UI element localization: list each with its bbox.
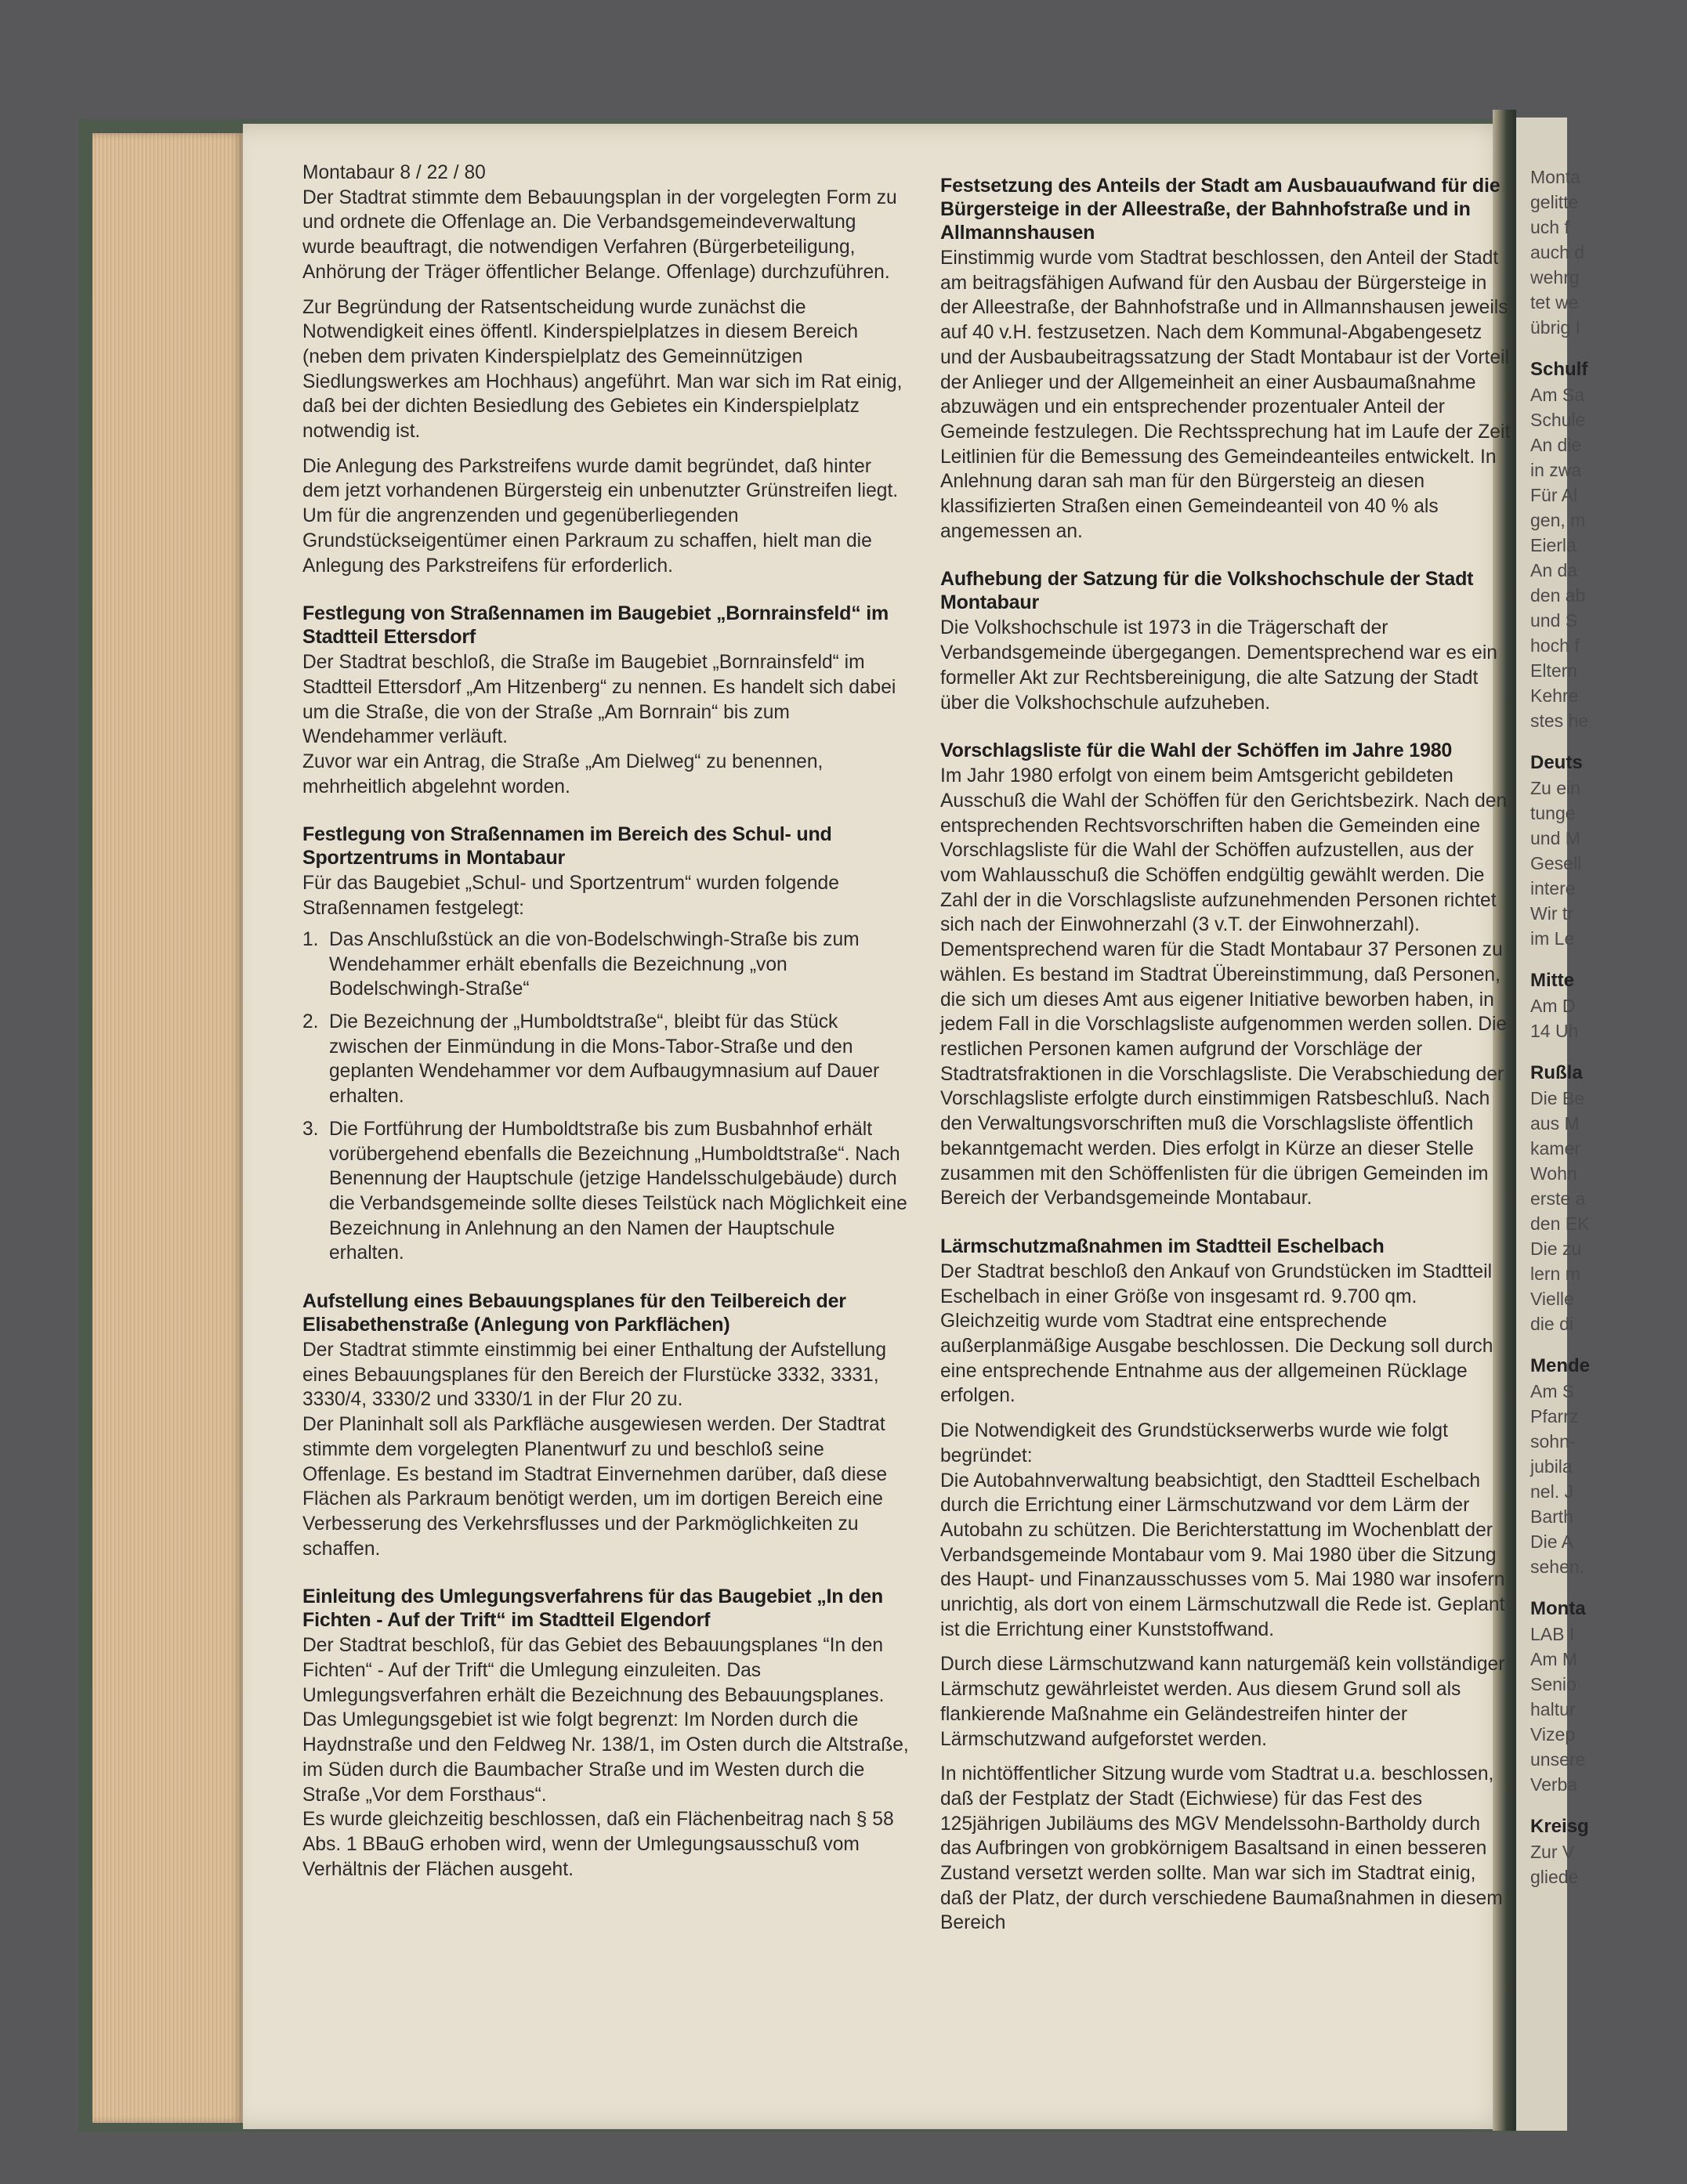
facing-page-fragment: Zur V bbox=[1530, 1842, 1575, 1862]
facing-page-fragment: Am S bbox=[1530, 1381, 1575, 1401]
facing-page-fragment: übrig I bbox=[1530, 317, 1580, 338]
section-heading: Festlegung von Straßennamen im Bereich des Schul- und Sportzentrums in Montabaur bbox=[302, 823, 832, 870]
section-heading: Vorschlagsliste für die Wahl der Schöffen im Jahre 1980 bbox=[940, 739, 1453, 762]
facing-page-fragment: Gesell bbox=[1530, 853, 1582, 873]
facing-page-fragment: aus M bbox=[1530, 1113, 1580, 1134]
facing-page-fragment: Deuts bbox=[1530, 752, 1583, 773]
paragraph: Es wurde gleichzeitig beschlossen, daß ein Flächenbeitrag nach § 58 Abs. 1 BBauG erhoben wird, wenn der Umlegungsausschuß vom Verhältnis der Flächen ausgeht. bbox=[302, 1809, 894, 1880]
facing-page-fragment: haltur bbox=[1530, 1699, 1576, 1719]
facing-page-fragment: und S bbox=[1530, 610, 1578, 631]
facing-page-fragment: Kehre bbox=[1530, 685, 1579, 706]
facing-page-fragment: Verba bbox=[1530, 1774, 1578, 1795]
facing-page-fragment: den ab bbox=[1530, 585, 1586, 606]
facing-page-fragment: Monta bbox=[1530, 1598, 1586, 1619]
facing-page-fragment: Pfarrz bbox=[1530, 1406, 1579, 1426]
facing-page-fragment: LAB I bbox=[1530, 1624, 1575, 1644]
facing-page-fragment: Eierla bbox=[1530, 535, 1577, 555]
facing-page-fragment: 14 Uh bbox=[1530, 1021, 1579, 1041]
facing-page-fragment: gen, m bbox=[1530, 510, 1586, 530]
paragraph: Der Stadtrat beschloß den Ankauf von Grundstücken im Stadtteil Eschelbach in einer Größe von insgesamt rd. 9.700 qm. Gleichzeitig wurde vom Stadtrat eine entsprechende außerplanmäßige Ausgabe beschlossen. Die Deckung soll durch eine entsprechende Entnahme aus der allgemeinen Rücklage erfolgen. bbox=[940, 1260, 1493, 1407]
facing-page-fragment: Wir tr bbox=[1530, 903, 1573, 924]
facing-page-fragment: An die bbox=[1530, 435, 1582, 455]
list-item-number: 1. bbox=[302, 928, 319, 950]
section-heading: Festsetzung des Anteils der Stadt am Ausbauaufwand für die Bürgersteige in der Alleestraße, der Bahnhofstraße und in Allmannshausen bbox=[940, 175, 1501, 244]
paragraph: Zur Begründung der Ratsentscheidung wurde zunächst die Notwendigkeit eines öffentl. Kinderspielplatzes in diesem Bereich (neben dem privaten Kinderspielplatz des Gemeinnützigen Siedlungswerkes am Hochhaus) angeführt. Man war sich im Rat einig, daß bei der dichten Besiedlung des Gebietes ein Kinderspielplatz notwendig ist. bbox=[302, 296, 903, 443]
list-item-text: Das Anschlußstück an die von-Bodelschwingh-Straße bis zum Wendehammer erhält ebenfalls die Bezeichnung „von Bodelschwingh-Straße“ bbox=[329, 928, 860, 1000]
facing-page-fragment: die di bbox=[1530, 1314, 1573, 1334]
paragraph: Der Stadtrat stimmte einstimmig bei einer Enthaltung der Aufstellung eines Bebauungsplanes für den Bereich der Flurstücke 3332, 3331, 3330/4, 3330/2 und 3330/1 in der Flur 20 zu. bbox=[302, 1340, 887, 1411]
facing-page-fragment: uch f bbox=[1530, 217, 1569, 237]
paragraph: Im Jahr 1980 erfolgt von einem beim Amtsgericht gebildeten Ausschuß die Wahl der Schöffen für den Gerichtsbezirk. Nach den entsprechenden Rechtsvorschriften haben die Gemeinden eine Vorschlagsliste für die Wahl der Schöffen aufzustellen, aus der vom Wahlausschuß die Schöffen endgültig gewählt werden. Die Zahl der in die Vorschlagsliste aufzunehmenden Personen richtet sich nach der Einwohnerzahl (3 v.T. der Einwohnerzahl). Dementsprechend waren für die Stadt Montabaur 37 Personen zu wählen. Es bestand im Stadtrat Übereinstimmung, daß Personen, die sich um dieses Amt aus eigener Initiative beworben haben, in jedem Fall in die Vorschlagsliste aufgenommen werden sollen. Die restlichen Personen kamen aufgrund der Vorschläge der Stadtratsfraktionen in die Vorschlagsliste. Die Verabschiedung der Vorschlagsliste erfolgte durch einstimmigen Ratsbeschluß. Nach den Verwaltungsvorschriften muß die Vorschlagsliste öffentlich bekanntgemacht werden. Dies erfolgt in Kürze an dieser Stelle zusammen mit den Schöffenlisten für die übrigen Gemeinden im Bereich der Verbandsgemeinde Montabaur. bbox=[940, 765, 1508, 1210]
facing-page-fragment: Barth bbox=[1530, 1506, 1573, 1527]
paragraph: Durch diese Lärmschutzwand kann naturgemäß kein vollständiger Lärmschutz gewährleistet werden. Aus diesem Grund soll als flankierende Maßnahme ein Geländestreifen hinter der Lärmschutzwand aufgeforstet werden. bbox=[940, 1654, 1505, 1750]
facing-page-fragment: Schulf bbox=[1530, 359, 1588, 380]
paragraph: Die Notwendigkeit des Grundstückserwerbs wurde wie folgt begründet: bbox=[940, 1420, 1448, 1466]
facing-page-fragment: An da bbox=[1530, 560, 1578, 580]
facing-page-fragment: auch d bbox=[1530, 242, 1585, 262]
facing-page-fragment: gelitte bbox=[1530, 192, 1579, 212]
facing-page-fragment: intere bbox=[1530, 878, 1576, 899]
facing-page-fragment: jubila bbox=[1530, 1456, 1573, 1477]
list-item-text: Die Fortführung der Humboldtstraße bis zum Busbahnhof erhält vorübergehend ebenfalls die Bezeichnung „Humboldtstraße“. Nach Benennung der Hauptschule (jetzige Handelsschulgebäude) durch die Verbandsgemeinde sollte dieses Teilstück nach Möglichkeit eine Bezeichnung in Anlehnung an den Namen der Hauptschule erhalten. bbox=[329, 1118, 907, 1264]
paragraph: Einstimmig wurde vom Stadtrat beschlossen, den Anteil der Stadt am beitragsfähigen Aufwand für den Ausbau der Bürgersteige in der Alleestraße, der Bahnhofstraße und in Allmannshausen jeweils auf 40 v.H. festzusetzen. Nach dem Kommunal-Abgabengesetz und der Ausbaubeitragssatzung der Stadt Montabaur ist der Vorteil der Anlieger und der Allgemeinheit an einer Ausbaumaßnahme abzuwägen und ein entsprechender prozentualer Anteil der Gemeinde festzulegen. Die Rechtssprechung hat im Laufe der Zeit Leitlinien für die Bemessung des Gemeindeanteiles entwickelt. In Anlehnung daran sah man für den Bürgersteig an diesen klassifizierten Straßen einen Gemeindeanteil von 40 % als angemessen an. bbox=[940, 248, 1511, 542]
paragraph: Die Anlegung des Parkstreifens wurde damit begründet, daß hinter dem jetzt vorhandenen Bürgersteig ein unbenutzter Grünstreifen liegt. Um für die angrenzenden und gegenüberliegenden Grundstückseigentümer einen Parkraum zu schaffen, hielt man die Anlegung des Parkstreifens für erforderlich. bbox=[302, 455, 899, 577]
facing-page-fragment: Eltern bbox=[1530, 660, 1578, 681]
facing-page-fragment: Für Al bbox=[1530, 485, 1578, 505]
section-heading: Aufstellung eines Bebauungsplanes für den Teilbereich der Elisabethenstraße (Anlegung von Parkflächen) bbox=[302, 1290, 846, 1336]
facing-page-fragment: Mitte bbox=[1530, 970, 1574, 991]
paragraph: Die Volkshochschule ist 1973 in die Trägerschaft der Verbandsgemeinde übergegangen. Dementsprechend war es ein formeller Akt zur Rechtsbereinigung, die alte Satzung der Stadt über die Volkshochschule aufzuheben. bbox=[940, 617, 1497, 714]
list-item-number: 3. bbox=[302, 1118, 319, 1140]
facing-page-fragment: tunge bbox=[1530, 803, 1576, 823]
paragraph: Der Stadtrat stimmte dem Bebauungsplan in der vorgelegten Form zu und ordnete die Offenlage an. Die Verbandsgemeindeverwaltung wurde beauftragt, die notwendigen Verfahren (Bürgerbeteiligung, Anhörung der Träger öffentlicher Belange. Offenlage) durchzuführen. bbox=[302, 186, 897, 283]
facing-page-fragment: Am M bbox=[1530, 1649, 1578, 1669]
paragraph: Zuvor war ein Antrag, die Straße „Am Dielweg“ zu benennen, mehrheitlich abgelehnt worden. bbox=[302, 751, 824, 797]
facing-page-fragment: sehen. bbox=[1530, 1557, 1585, 1577]
facing-page-fragment: Zu ein bbox=[1530, 778, 1580, 798]
facing-page-fragment: Vielle bbox=[1530, 1289, 1574, 1309]
street-name-list bbox=[302, 927, 914, 1266]
paragraph: Der Stadtrat beschloß, die Straße im Baugebiet „Bornrainsfeld“ im Stadtteil Ettersdorf „Am Hitzenberg“ zu nennen. Es handelt sich dabei um die Straße, die von der Straße „Am Bornrain“ bis zum Wendehammer verläuft. bbox=[302, 652, 896, 748]
facing-page-fragment: Die A bbox=[1530, 1531, 1573, 1552]
list-item-number: 2. bbox=[302, 1011, 319, 1032]
folio: Montabaur 8 / 22 / 80 bbox=[302, 162, 486, 183]
section-heading: Festlegung von Straßennamen im Baugebiet „Bornrainsfeld“ im Stadtteil Ettersdorf bbox=[302, 602, 889, 649]
facing-page-fragment: hoch f bbox=[1530, 635, 1580, 656]
list-item bbox=[302, 927, 914, 1002]
paragraph: Der Planinhalt soll als Parkfläche ausgewiesen werden. Der Stadtrat stimmte dem vorgelegten Planentwurf zu und beschloß seine Offenlage. Es bestand im Stadtrat Einvernehmen darüber, daß diese Flächen als Parkraum benötigt werden, um im dortigen Bereich eine Verbesserung des Verkehrsflusses und der Parkmöglichkeiten zu schaffen. bbox=[302, 1414, 888, 1560]
facing-page-fragment: Senio bbox=[1530, 1674, 1577, 1694]
facing-page-fragment: Schule bbox=[1530, 410, 1586, 430]
facing-page-fragment: sohn- bbox=[1530, 1431, 1576, 1452]
facing-page-fragment: Die Be bbox=[1530, 1088, 1585, 1108]
facing-page-fragment: Am D bbox=[1530, 996, 1576, 1016]
left-column bbox=[302, 161, 914, 1892]
facing-page-fragment: im Le bbox=[1530, 928, 1575, 949]
facing-page-fragment: Rußla bbox=[1530, 1062, 1583, 1083]
facing-page-fragment: Wohn bbox=[1530, 1163, 1577, 1184]
facing-page-fragment: Die zu bbox=[1530, 1238, 1582, 1259]
facing-page-fragment: gliede bbox=[1530, 1867, 1579, 1887]
facing-page-fragment: tet we bbox=[1530, 292, 1579, 313]
facing-page-fragment: in zwa bbox=[1530, 460, 1582, 480]
section-heading: Lärmschutzmaßnahmen im Stadtteil Eschelbach bbox=[940, 1235, 1385, 1257]
facing-page-fragment: Vizep bbox=[1530, 1724, 1576, 1745]
page-edges bbox=[92, 133, 243, 2123]
facing-page-fragment: lern m bbox=[1530, 1264, 1580, 1284]
paragraph: Der Stadtrat beschloß, für das Gebiet des Bebauungsplanes “In den Fichten“ - Auf der Trift“ die Umlegung einzuleiten. Das Umlegungsverfahren erhält die Bezeichnung des Bebauungsplanes. Das Umlegungsgebiet ist wie folgt begrenzt: Im Norden durch die Haydnstraße und den Feldweg Nr. 138/1, im Osten durch die Altstraße, im Süden durch die Baumbacher Straße und im Westen durch die Straße „Vor dem Forsthaus“. bbox=[302, 1635, 909, 1806]
facing-page-fragment: den EK bbox=[1530, 1213, 1590, 1234]
facing-page-fragment: Monta bbox=[1530, 167, 1580, 187]
facing-page-fragment: Kreisg bbox=[1530, 1816, 1589, 1837]
section-heading: Aufhebung der Satzung für die Volkshochschule der Stadt Montabaur bbox=[940, 568, 1474, 614]
right-column bbox=[940, 174, 1512, 1946]
section-heading: Einleitung des Umlegungsverfahrens für das Baugebiet „In den Fichten - Auf der Trift“ im Stadtteil Elgendorf bbox=[302, 1586, 883, 1632]
facing-page-text bbox=[1530, 165, 1687, 1889]
list-item bbox=[302, 1117, 914, 1266]
list-item bbox=[302, 1010, 914, 1109]
facing-page-fragment: wehrg bbox=[1530, 267, 1580, 287]
facing-page-fragment: Am Sa bbox=[1530, 385, 1585, 405]
list-item-text: Die Bezeichnung der „Humboldtstraße“, bleibt für das Stück zwischen der Einmündung in die Mons-Tabor-Straße und den geplanten Wendehammer vor dem Aufbaugymnasium auf Dauer erhalten. bbox=[329, 1011, 880, 1108]
facing-page-fragment: und M bbox=[1530, 828, 1580, 848]
facing-page-fragment: stes he bbox=[1530, 711, 1589, 731]
facing-page-strip bbox=[1516, 118, 1591, 2131]
paragraph: Für das Baugebiet „Schul- und Sportzentrum“ wurden folgende Straßennamen festgelegt: bbox=[302, 873, 839, 920]
facing-page-fragment: kamer bbox=[1530, 1138, 1580, 1159]
facing-page-fragment: erste a bbox=[1530, 1188, 1586, 1209]
facing-page-fragment: nel. J bbox=[1530, 1481, 1573, 1502]
paragraph: Die Autobahnverwaltung beabsichtigt, den Stadtteil Eschelbach durch die Errichtung einer Lärmschutzwand vor dem Lärm der Autobahn zu schützen. Die Berichterstattung im Wochenblatt der Verbandsgemeinde Montabaur vom 9. Mai 1980 über die Sitzung des Haupt- und Finanzausschusses vom 5. Mai 1980 war insofern unrichtig, als dort von einem Lärmschutzwall die Rede ist. Geplant ist die Errichtung einer Kunststoffwand. bbox=[940, 1470, 1505, 1640]
facing-page-fragment: unsere bbox=[1530, 1749, 1586, 1770]
paragraph: In nichtöffentlicher Sitzung wurde vom Stadtrat u.a. beschlossen, daß der Festplatz der Stadt (Eichwiese) für das Fest des 125jährigen Jubiläums des MGV Mendelssohn-Bartholdy durch das Aufbringen von grobkörnigem Basaltsand in einen besseren Zustand versetzt werden sollte. Man war sich im Stadtrat einig, daß der Platz, der durch verschiedene Baumaßnahmen in diesem Bereich bbox=[940, 1763, 1503, 1934]
facing-page-fragment: Mende bbox=[1530, 1355, 1591, 1376]
